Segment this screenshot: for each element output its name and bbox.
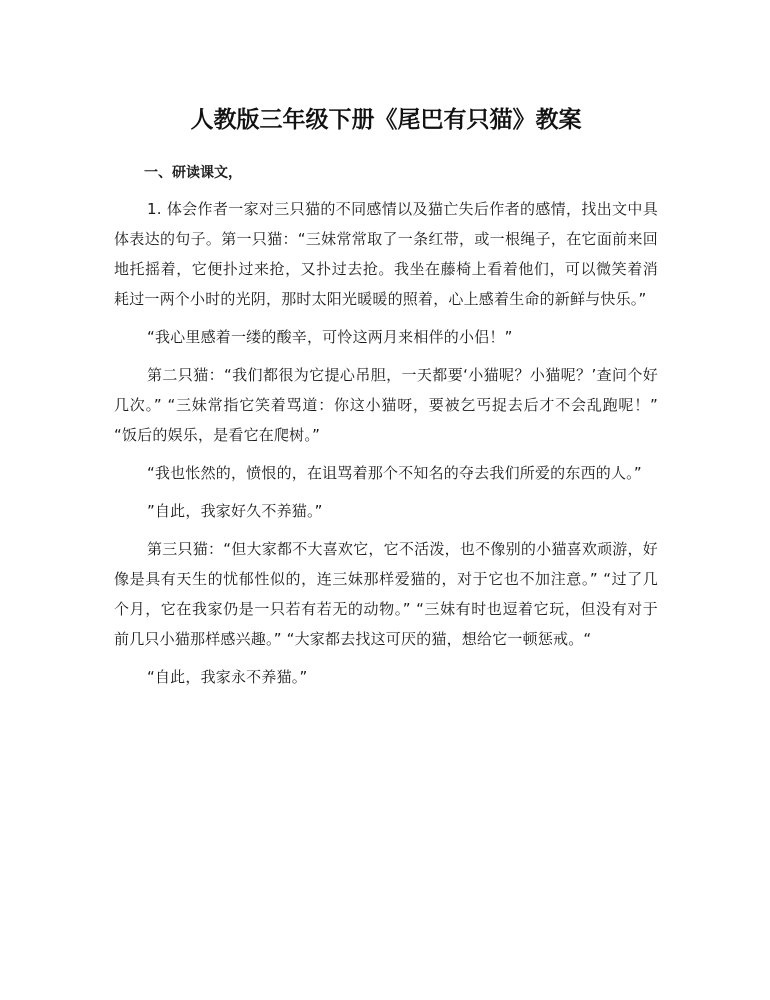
paragraph-1: 1. 体会作者一家对三只猫的不同感情以及猫亡失后作者的感情，找出文中具体表达的句子。第一只猫：“三妹常常取了一条红带，或一根绳子，在它面前来回地托摇着，它便扑过来抢，又扑过去抢。我坐在藤椅上看着他们，可以微笑着消耗过一两个小时的光阴，那时太阳光暖暖的照着，心上感着生命的新鲜与快乐。”	[114, 200, 658, 308]
paragraph-2: “我心里感着一缕的酸辛，可怜这两月来相伴的小侣！”	[147, 328, 513, 346]
spacer	[114, 526, 658, 534]
spacer	[114, 488, 658, 496]
spacer	[114, 352, 658, 360]
document-title: 人教版三年级下册《尾巴有只猫》教案	[190, 107, 582, 133]
paragraph-3: 第二只猫：“我们都很为它提心吊胆，一天都要‘小猫呢？小猫呢？’查问个好几次。” “三妹常指它笑着骂道：你这小猫呀，要被乞丐捉去后才不会乱跑呢！” “饭后的娱乐，是看它在爬树。”	[114, 366, 658, 444]
spacer	[114, 314, 658, 322]
section-heading: 一、研读课文，	[144, 165, 242, 181]
spacer	[114, 450, 658, 458]
spacer	[114, 654, 658, 662]
paragraph-5: ”自此，我家好久不养猫。”	[147, 502, 323, 520]
paragraph-6: 第三只猫：“但大家都不大喜欢它，它不活泼，也不像别的小猫喜欢顽游，好像是具有天生的忧郁性似的，连三妹那样爱猫的，对于它也不加注意。” “过了几个月，它在我家仍是一只若有若无的动物。” “三妹有时也逗着它玩，但没有对于前几只小猫那样感兴趣。” “大家都去找这可厌的猫，想给它一顿惩戒。“	[114, 540, 658, 648]
spacer	[114, 186, 658, 194]
paragraph-7: “自此，我家永不养猫。”	[147, 668, 308, 686]
paragraph-4: “我也怅然的，愤恨的，在诅骂着那个不知名的夺去我们所爱的东西的人。”	[147, 464, 642, 482]
